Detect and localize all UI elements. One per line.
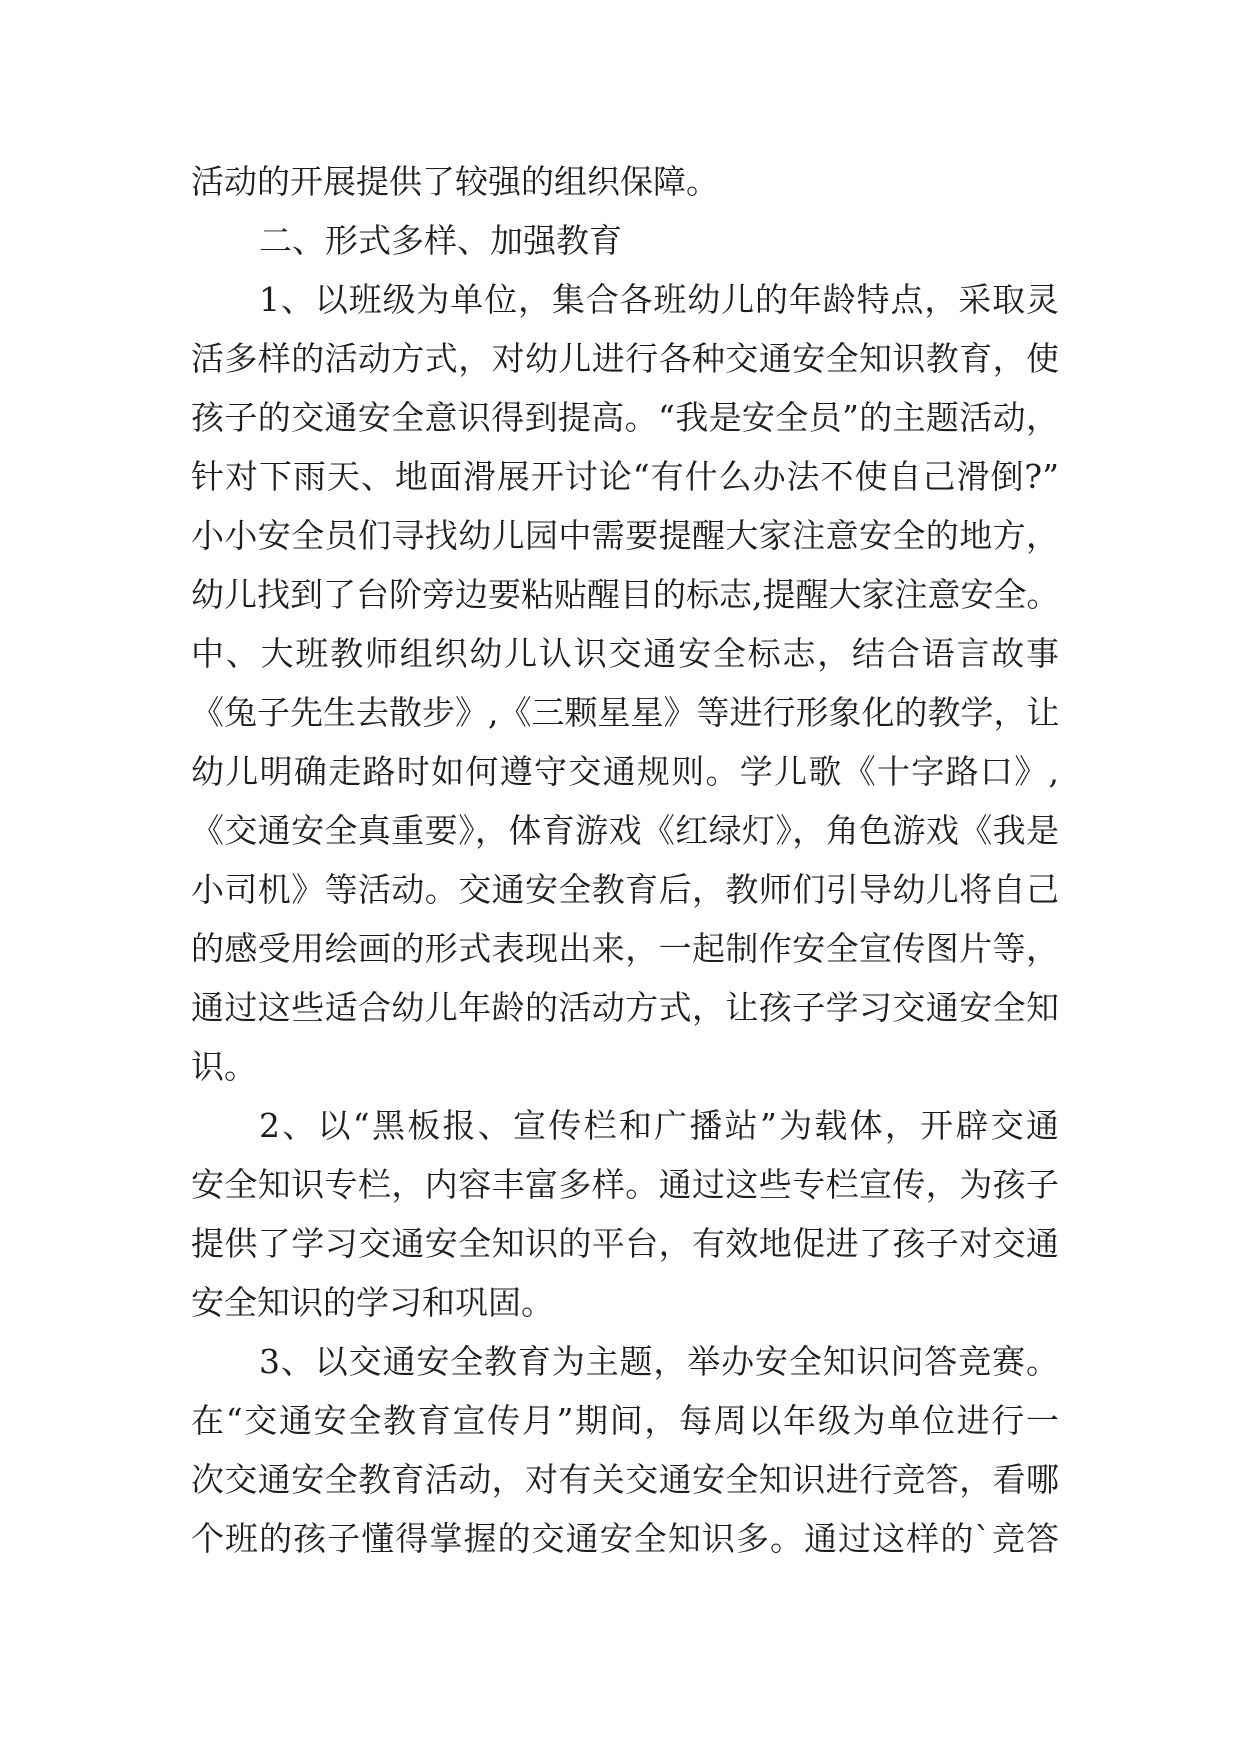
text-line: 提供了学习交通安全知识的平台，有效地促进了孩子对交通 (191, 1224, 1059, 1263)
text-line: 孩子的交通安全意识得到提高。“我是安全员”的主题活动， (191, 398, 1059, 437)
section-heading: 二、形式多样、加强教育 (259, 221, 622, 260)
text-line: 通过这些适合幼儿年龄的活动方式，让孩子学习交通安全知 (191, 988, 1059, 1027)
text-line: 中、大班教师组织幼儿认识交通安全标志，结合语言故事 (191, 634, 1059, 673)
text-line: 小小安全员们寻找幼儿园中需要提醒大家注意安全的地方， (191, 516, 1059, 555)
text-line: 的感受用绘画的形式表现出来，一起制作安全宣传图片等， (191, 929, 1059, 968)
document-body (191, 152, 1059, 1568)
text-line: 次交通安全教育活动，对有关交通安全知识进行竞答，看哪 (191, 1460, 1059, 1499)
text-line: 《兔子先生去散步》,《三颗星星》等进行形象化的教学，让 (191, 693, 1060, 732)
text-line: 1、以班级为单位，集合各班幼儿的年龄特点，采取灵 (259, 280, 1059, 319)
text-line: 幼儿明确走路时如何遵守交通规则。学儿歌《十字路口》, (191, 752, 1059, 791)
text-line: 识。 (191, 1047, 257, 1086)
text-line: 3、以交通安全教育为主题，举办安全知识问答竞赛。 (259, 1342, 1059, 1381)
text-line: 在“交通安全教育宣传月”期间，每周以年级为单位进行一 (191, 1401, 1059, 1440)
text-line: 幼儿找到了台阶旁边要粘贴醒目的标志,提醒大家注意安全。 (191, 575, 1060, 614)
text-line: 活多样的活动方式，对幼儿进行各种交通安全知识教育，使 (191, 339, 1059, 378)
text-line: 活动的开展提供了较强的组织保障。 (191, 162, 719, 201)
text-line: 小司机》等活动。交通安全教育后，教师们引导幼儿将自己 (191, 870, 1059, 909)
text-line: 安全知识的学习和巩固。 (191, 1283, 554, 1322)
text-line: 安全知识专栏，内容丰富多样。通过这些专栏宣传，为孩子 (191, 1165, 1059, 1204)
text-line: 《交通安全真重要》，体育游戏《红绿灯》，角色游戏《我是 (191, 811, 1059, 850)
text-line: 针对下雨天、地面滑展开讨论“有什么办法不使自己滑倒?” (191, 457, 1059, 496)
text-line: 个班的孩子懂得掌握的交通安全知识多。通过这样的`竞答 (191, 1519, 1059, 1558)
text-line: 2、以“黑板报、宣传栏和广播站”为载体，开辟交通 (259, 1106, 1059, 1145)
